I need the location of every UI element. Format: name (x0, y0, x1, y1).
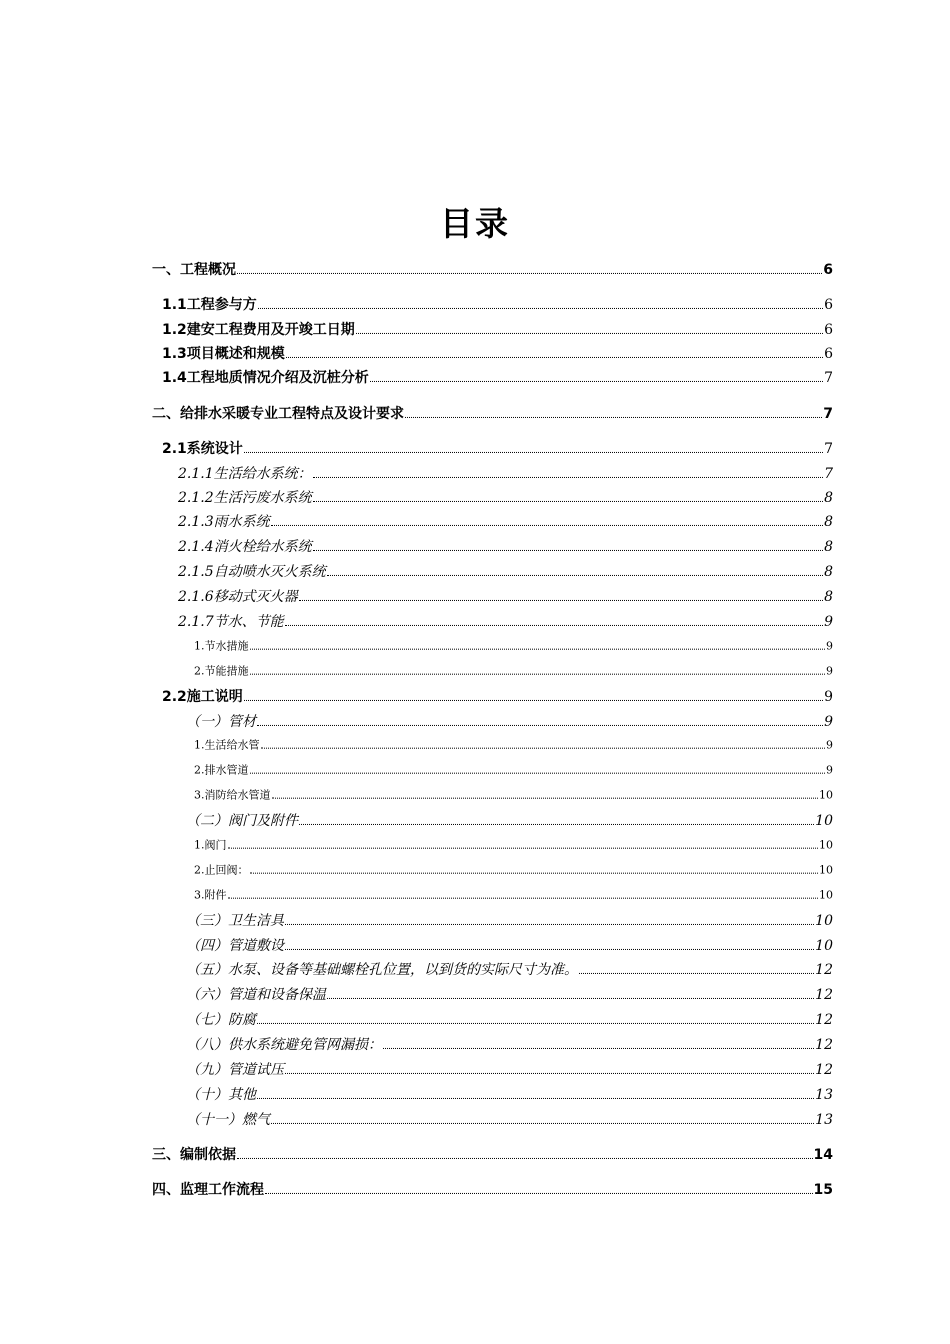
toc-entry-label: 2.1.6移动式灭火器 (178, 588, 298, 605)
toc-entry-page-number: 8 (824, 489, 833, 506)
dot-leader (228, 897, 819, 898)
dot-leader (228, 847, 819, 848)
toc-entry-page-number: 6 (823, 261, 833, 278)
toc-entry-drain-pipe[interactable] (194, 765, 833, 778)
dot-leader (579, 973, 814, 974)
toc-entry-label: 1.3项目概述和规模 (162, 345, 285, 362)
toc-entry-page-number: 10 (819, 838, 833, 852)
dot-leader (313, 477, 823, 478)
toc-entry-label: 二、给排水采暖专业工程特点及设计要求 (152, 405, 404, 422)
toc-entry-label: 2.1.7节水、节能 (178, 613, 284, 630)
dot-leader (257, 1098, 814, 1099)
toc-entry-page-number: 9 (824, 613, 833, 630)
dot-leader (250, 772, 826, 773)
toc-entry-label: 一、工程概况 (152, 261, 236, 278)
dot-leader (257, 1023, 814, 1024)
dot-leader (285, 625, 823, 626)
toc-entry-1-1[interactable] (162, 297, 833, 313)
toc-entry-2-1-1[interactable] (178, 466, 833, 482)
toc-entry-label: 1.节水措施 (194, 639, 249, 653)
toc-entry-energy-saving[interactable] (194, 666, 833, 679)
toc-entry-page-number: 14 (813, 1146, 833, 1163)
toc-entry-label: （二）阀门及附件 (186, 812, 298, 829)
toc-entry-label: 2.1.3雨水系统 (178, 513, 270, 530)
toc-entry-2-1-7[interactable] (178, 614, 833, 630)
toc-entry-2-1-4[interactable] (178, 539, 833, 555)
toc-entry-2-1-2[interactable] (178, 490, 833, 506)
toc-entry-2-2[interactable] (162, 689, 833, 705)
toc-entry-label: 1.生活给水管 (194, 738, 260, 752)
toc-entry-page-number: 12 (815, 961, 833, 978)
toc-entry-page-number: 6 (824, 321, 833, 338)
toc-entry-page-number: 10 (819, 888, 833, 902)
toc-entry-label: 1.1工程参与方 (162, 296, 257, 313)
toc-entry-page-number: 15 (813, 1181, 833, 1198)
toc-entry-2-1-3[interactable] (178, 514, 833, 530)
toc-entry-insulation[interactable] (186, 987, 833, 1003)
toc-entry-accessories[interactable] (194, 890, 833, 903)
dot-leader (265, 1193, 813, 1194)
toc-entry-2-1-6[interactable] (178, 589, 833, 605)
dot-leader (356, 333, 823, 334)
dot-leader (237, 273, 822, 274)
toc-entry-label: 2.1.5自动喷水灭火系统 (178, 563, 326, 580)
toc-entry-page-number: 12 (815, 1036, 833, 1053)
dot-leader (271, 525, 823, 526)
toc-entry-page-number: 8 (824, 538, 833, 555)
dot-leader (313, 501, 823, 502)
dot-leader (327, 575, 823, 576)
dot-leader (272, 797, 819, 798)
toc-entry-section-1[interactable] (152, 262, 833, 278)
toc-entry-page-number: 8 (824, 563, 833, 580)
dot-leader (250, 673, 826, 674)
toc-entry-label: 1.阀门 (194, 838, 227, 852)
dot-leader (244, 700, 823, 701)
toc-entry-label: 2.1.1生活给水系统： (178, 465, 312, 482)
dot-leader (271, 1123, 814, 1124)
toc-entry-page-number: 9 (826, 664, 833, 678)
toc-entry-label: 2.排水管道 (194, 763, 249, 777)
dot-leader (313, 550, 823, 551)
toc-entry-label: （六）管道和设备保温 (186, 986, 326, 1003)
toc-entry-page-number: 12 (815, 1061, 833, 1078)
toc-entry-pipe-material[interactable] (186, 714, 833, 730)
toc-entry-page-number: 8 (824, 513, 833, 530)
dot-leader (299, 600, 823, 601)
dot-leader (286, 357, 823, 358)
dot-leader (285, 1073, 814, 1074)
toc-entry-label: （一）管材 (186, 713, 256, 730)
toc-entry-page-number: 7 (824, 465, 833, 482)
toc-entry-page-number: 7 (823, 405, 833, 422)
toc-entry-label: （五）水泵、设备等基础螺栓孔位置，以到货的实际尺寸为准。 (186, 961, 578, 978)
toc-entry-water-saving[interactable] (194, 641, 833, 654)
toc-entry-page-number: 6 (824, 296, 833, 313)
dot-leader (383, 1048, 814, 1049)
toc-entry-label: 三、编制依据 (152, 1146, 236, 1163)
toc-entry-label: （九）管道试压 (186, 1061, 284, 1078)
toc-entry-label: （十）其他 (186, 1086, 256, 1103)
toc-entry-label: （四）管道敷设 (186, 937, 284, 954)
toc-entry-label: 四、监理工作流程 (152, 1181, 264, 1198)
toc-entry-page-number: 10 (815, 812, 833, 829)
toc-entry-1-3[interactable] (162, 346, 833, 362)
dot-leader (405, 417, 822, 418)
toc-entry-label: 2.1.4消火栓给水系统 (178, 538, 312, 555)
toc-entry-label: 2.节能措施 (194, 664, 249, 678)
toc-entry-2-1-5[interactable] (178, 564, 833, 580)
toc-entry-label: 1.2建安工程费用及开竣工日期 (162, 321, 355, 338)
toc-title: 目录 (440, 204, 510, 243)
toc-entry-label: 3.消防给水管道 (194, 788, 271, 802)
toc-entry-page-number: 13 (815, 1086, 833, 1103)
toc-entry-domestic-water-pipe[interactable] (194, 740, 833, 753)
dot-leader (261, 747, 826, 748)
toc-entry-page-number: 10 (819, 863, 833, 877)
toc-entry-1-2[interactable] (162, 322, 833, 338)
toc-entry-page-number: 12 (815, 1011, 833, 1028)
toc-entry-2-1[interactable] (162, 441, 833, 457)
toc-entry-label: 2.2施工说明 (162, 688, 243, 705)
dot-leader (327, 998, 814, 999)
toc-entry-leakage[interactable] (186, 1037, 833, 1053)
dot-leader (285, 924, 814, 925)
toc-entry-section-4[interactable] (152, 1182, 833, 1198)
toc-entry-section-2[interactable] (152, 406, 833, 422)
toc-entry-pipe-laying[interactable] (186, 938, 833, 954)
toc-entry-check-valve[interactable] (194, 865, 833, 878)
toc-entry-page-number: 9 (826, 639, 833, 653)
toc-entry-page-number: 9 (826, 738, 833, 752)
toc-entry-label: 2.1.2生活污废水系统 (178, 489, 312, 506)
toc-entry-gas[interactable] (186, 1112, 833, 1128)
toc-entry-other[interactable] (186, 1087, 833, 1103)
toc-entry-page-number: 9 (824, 713, 833, 730)
toc-entry-label: 3.附件 (194, 888, 227, 902)
dot-leader (257, 725, 823, 726)
toc-entry-label: 2.1系统设计 (162, 440, 243, 457)
dot-leader (258, 308, 823, 309)
dot-leader (370, 381, 823, 382)
toc-entry-label: （七）防腐 (186, 1011, 256, 1028)
dot-leader (244, 452, 823, 453)
toc-entry-page-number: 10 (815, 912, 833, 929)
toc-entry-label: （三）卫生洁具 (186, 912, 284, 929)
toc-entry-label: 1.4工程地质情况介绍及沉桩分析 (162, 369, 369, 386)
toc-entry-anticorrosion[interactable] (186, 1012, 833, 1028)
toc-entry-valve[interactable] (194, 840, 833, 853)
toc-entry-label: 2.止回阀： (194, 863, 249, 877)
toc-entry-label: （十一）燃气 (186, 1111, 270, 1128)
toc-entry-label: （八）供水系统避免管网漏损： (186, 1036, 382, 1053)
toc-entry-page-number: 10 (819, 788, 833, 802)
toc-entry-valves[interactable] (186, 813, 833, 829)
toc-entry-pump-bolts[interactable] (186, 962, 833, 978)
toc-entry-page-number: 9 (824, 688, 833, 705)
toc-entry-page-number: 12 (815, 986, 833, 1003)
toc-entry-fire-water-pipe[interactable] (194, 790, 833, 803)
dot-leader (250, 872, 819, 873)
toc-entry-1-4[interactable] (162, 370, 833, 386)
toc-entry-page-number: 7 (824, 440, 833, 457)
toc-entry-page-number: 6 (824, 345, 833, 362)
toc-entry-page-number: 10 (815, 937, 833, 954)
dot-leader (299, 824, 814, 825)
toc-entry-page-number: 8 (824, 588, 833, 605)
toc-entry-page-number: 7 (824, 369, 833, 386)
toc-entry-pressure-test[interactable] (186, 1062, 833, 1078)
dot-leader (285, 949, 814, 950)
toc-entry-page-number: 13 (815, 1111, 833, 1128)
toc-entry-section-3[interactable] (152, 1147, 833, 1163)
dot-leader (237, 1158, 813, 1159)
toc-entry-page-number: 9 (826, 763, 833, 777)
dot-leader (250, 648, 826, 649)
toc-entry-sanitary[interactable] (186, 913, 833, 929)
